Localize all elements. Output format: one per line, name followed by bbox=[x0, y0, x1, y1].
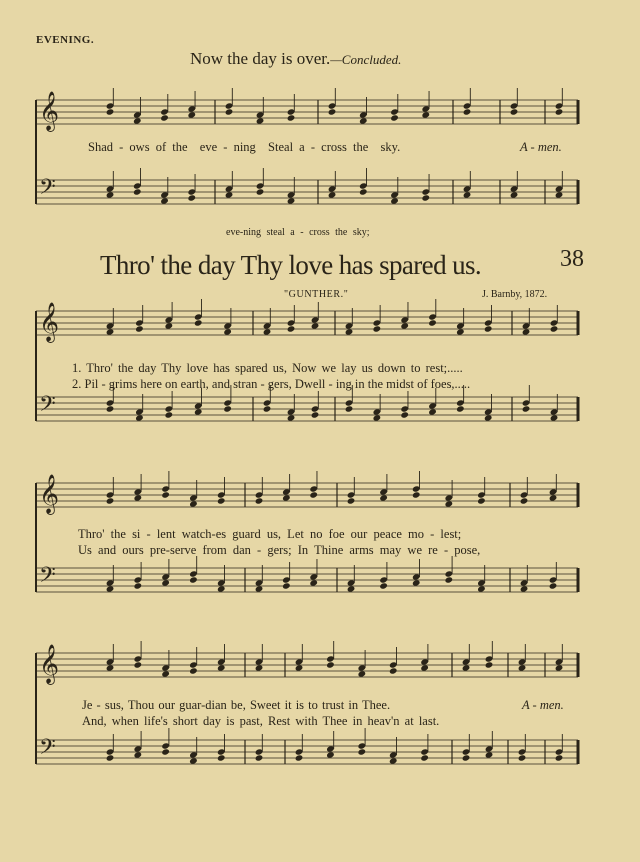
note-head bbox=[135, 325, 144, 332]
note-head bbox=[428, 408, 437, 415]
note-head bbox=[135, 414, 144, 421]
verse-1-line-1: 1. Thro' the day Thy love has spared us, Now we lay us down to rest;..... bbox=[72, 361, 463, 375]
note-head bbox=[462, 754, 471, 761]
note-head bbox=[161, 579, 170, 586]
treble-clef-icon: 𝄞 bbox=[39, 474, 60, 514]
verse-2-line-3: And, when life's short day is past, Rest with Thee in heav'n at last. bbox=[82, 714, 440, 728]
note-head bbox=[295, 754, 304, 761]
note-head bbox=[550, 325, 559, 332]
note-head bbox=[309, 491, 318, 498]
note-head bbox=[106, 405, 115, 412]
note-head bbox=[373, 414, 382, 421]
section-label: EVENING. bbox=[36, 34, 95, 46]
hymn-38-title: Thro' the day Thy love has spared us. bbox=[100, 250, 482, 280]
note-head bbox=[217, 754, 226, 761]
note-head bbox=[412, 491, 421, 498]
note-head bbox=[326, 661, 335, 668]
note-head bbox=[255, 585, 264, 592]
note-head bbox=[456, 405, 465, 412]
note-head bbox=[550, 414, 559, 421]
hymn-37-amen: A - men. bbox=[520, 140, 562, 154]
note-head bbox=[256, 188, 265, 195]
note-head bbox=[347, 497, 356, 504]
note-head bbox=[347, 585, 356, 592]
bass-clef-icon: 𝄢 bbox=[39, 735, 56, 765]
note-head bbox=[194, 408, 203, 415]
note-head bbox=[549, 494, 558, 501]
verse-1-line-2: Thro' the si - lent watch-es guard us, Let no foe our peace mo - lest; bbox=[78, 527, 462, 541]
note-head bbox=[520, 585, 529, 592]
note-head bbox=[379, 582, 388, 589]
hymn-37-lyrics: Shad - ows of the eve - ning Steal a - cross the sky. bbox=[88, 140, 401, 154]
note-head bbox=[217, 497, 226, 504]
hymn-38-amen: A - men. bbox=[522, 698, 564, 712]
note-head bbox=[134, 494, 143, 501]
note-head bbox=[389, 667, 398, 674]
note-head bbox=[223, 405, 232, 412]
note-head bbox=[189, 576, 198, 583]
note-head bbox=[106, 497, 115, 504]
note-head bbox=[421, 194, 430, 201]
note-head bbox=[189, 500, 198, 507]
note-head bbox=[445, 576, 454, 583]
note-head bbox=[462, 664, 471, 671]
note-head bbox=[165, 322, 174, 329]
note-head bbox=[187, 194, 196, 201]
hymn-37-title-main: Now the day is over. bbox=[190, 49, 331, 68]
note-head bbox=[412, 579, 421, 586]
note-head bbox=[311, 411, 320, 418]
note-head bbox=[555, 191, 564, 198]
treble-clef-icon: 𝄞 bbox=[39, 91, 60, 131]
note-head bbox=[420, 664, 429, 671]
note-head bbox=[287, 114, 296, 121]
note-head bbox=[518, 754, 527, 761]
note-head bbox=[161, 670, 170, 677]
note-head bbox=[555, 754, 564, 761]
note-head bbox=[217, 664, 226, 671]
note-head bbox=[400, 411, 409, 418]
note-head bbox=[484, 414, 493, 421]
note-head bbox=[287, 197, 296, 204]
hymn-37-title-suffix: —Concluded. bbox=[330, 52, 402, 67]
note-head bbox=[187, 111, 196, 118]
note-head bbox=[326, 751, 335, 758]
bass-clef-icon: 𝄢 bbox=[39, 175, 56, 205]
note-head bbox=[255, 497, 264, 504]
note-head bbox=[485, 751, 494, 758]
note-head bbox=[359, 188, 368, 195]
note-head bbox=[359, 117, 368, 124]
note-head bbox=[295, 664, 304, 671]
note-head bbox=[223, 328, 232, 335]
note-head bbox=[106, 328, 115, 335]
treble-clef-icon: 𝄞 bbox=[39, 644, 60, 684]
note-head bbox=[255, 754, 264, 761]
note-head bbox=[160, 114, 169, 121]
note-head bbox=[106, 585, 115, 592]
verse-2-line-1: 2. Pil - grims here on earth, and stran - gers, Dwell - ing in the midst of foes,..... bbox=[72, 377, 471, 391]
note-head bbox=[445, 500, 454, 507]
note-head bbox=[390, 114, 399, 121]
note-head bbox=[485, 661, 494, 668]
note-head bbox=[134, 582, 143, 589]
note-head bbox=[328, 108, 337, 115]
note-head bbox=[456, 328, 465, 335]
note-head bbox=[189, 757, 198, 764]
note-head bbox=[160, 197, 169, 204]
note-head bbox=[421, 111, 430, 118]
treble-clef-icon: 𝄞 bbox=[39, 302, 60, 342]
note-head bbox=[311, 322, 320, 329]
verse-1-line-3: Je - sus, Thou our guar-dian be, Sweet it is to trust in Thee. bbox=[82, 698, 391, 712]
note-head bbox=[255, 664, 264, 671]
note-head bbox=[358, 748, 367, 755]
hymn-number: 38 bbox=[560, 246, 584, 272]
note-head bbox=[373, 325, 382, 332]
note-head bbox=[134, 661, 143, 668]
note-head bbox=[345, 328, 354, 335]
note-head bbox=[134, 751, 143, 758]
note-head bbox=[189, 667, 198, 674]
note-head bbox=[133, 188, 142, 195]
note-head bbox=[287, 414, 296, 421]
note-head bbox=[133, 117, 142, 124]
note-head bbox=[309, 579, 318, 586]
note-head bbox=[263, 405, 272, 412]
note-head bbox=[106, 191, 115, 198]
note-head bbox=[477, 497, 486, 504]
note-head bbox=[217, 585, 226, 592]
note-head bbox=[161, 748, 170, 755]
note-head bbox=[389, 757, 398, 764]
note-head bbox=[161, 491, 170, 498]
note-head bbox=[400, 322, 409, 329]
note-head bbox=[555, 664, 564, 671]
hymn-37-bass-lyrics: eve-ning steal a - cross the sky; bbox=[226, 227, 370, 238]
bass-clef-icon: 𝄢 bbox=[39, 563, 56, 593]
note-head bbox=[106, 108, 115, 115]
note-head bbox=[463, 191, 472, 198]
note-head bbox=[522, 405, 531, 412]
note-head bbox=[555, 108, 564, 115]
note-head bbox=[510, 191, 519, 198]
bass-clef-icon: 𝄢 bbox=[39, 392, 56, 422]
note-head bbox=[420, 754, 429, 761]
note-head bbox=[328, 191, 337, 198]
note-head bbox=[263, 328, 272, 335]
note-head bbox=[390, 197, 399, 204]
note-head bbox=[379, 494, 388, 501]
verse-2-line-2: Us and ours pre-serve from dan - gers; In Thine arms may we re - pose, bbox=[78, 543, 481, 557]
note-head bbox=[520, 497, 529, 504]
note-head bbox=[225, 108, 234, 115]
composer: J. Barnby, 1872. bbox=[482, 289, 548, 300]
tune-name: "GUNTHER." bbox=[284, 289, 349, 300]
note-head bbox=[510, 108, 519, 115]
note-head bbox=[287, 325, 296, 332]
note-head bbox=[165, 411, 174, 418]
note-head bbox=[428, 319, 437, 326]
note-head bbox=[477, 585, 486, 592]
note-head bbox=[549, 582, 558, 589]
note-head bbox=[194, 319, 203, 326]
note-head bbox=[484, 325, 493, 332]
note-head bbox=[106, 664, 115, 671]
note-head bbox=[463, 108, 472, 115]
note-head bbox=[522, 328, 531, 335]
note-head bbox=[358, 670, 367, 677]
note-head bbox=[345, 405, 354, 412]
note-head bbox=[225, 191, 234, 198]
note-head bbox=[106, 754, 115, 761]
note-head bbox=[518, 664, 527, 671]
note-head bbox=[282, 582, 291, 589]
note-head bbox=[256, 117, 265, 124]
note-head bbox=[282, 494, 291, 501]
